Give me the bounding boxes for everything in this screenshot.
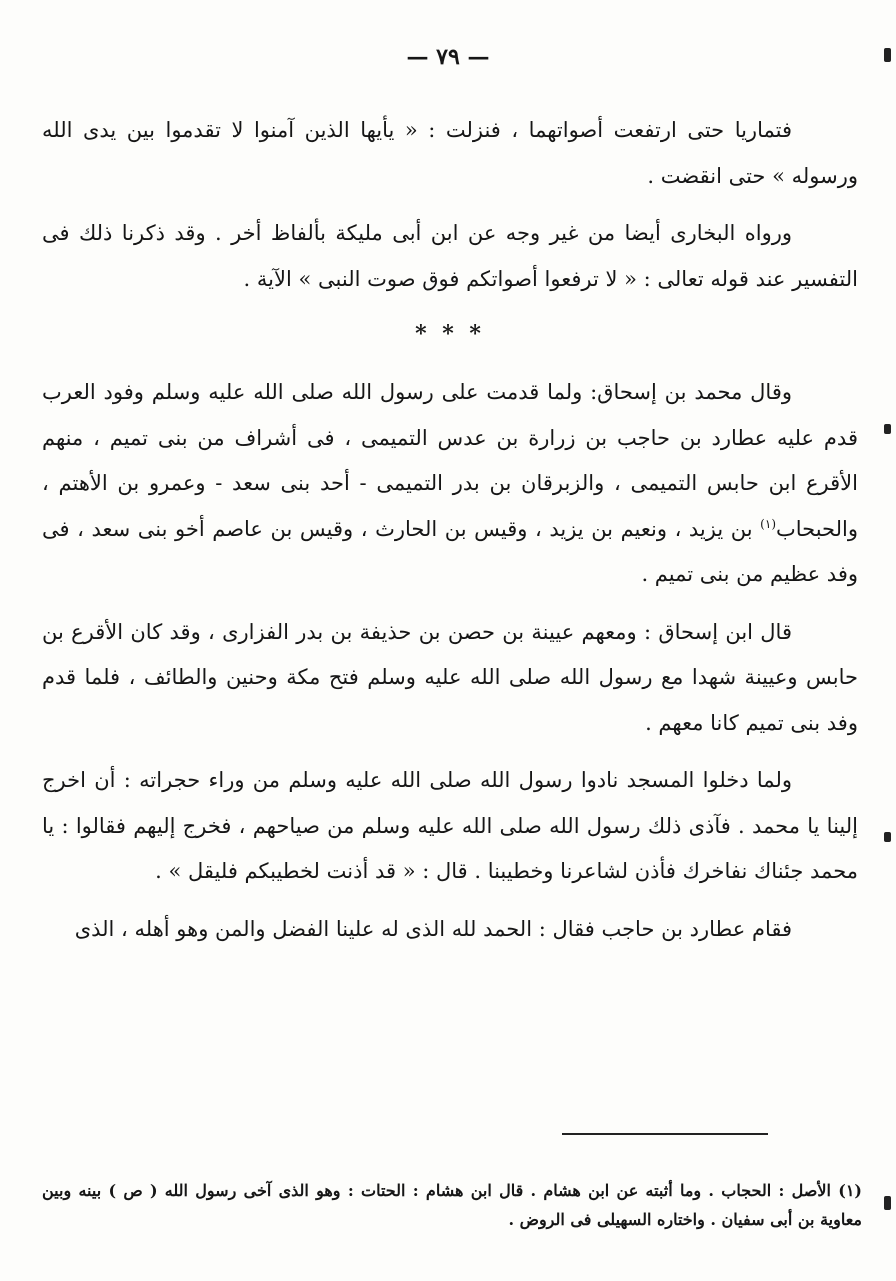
scan-edge-mark xyxy=(884,48,891,62)
footnote-divider xyxy=(562,1133,768,1135)
scan-edge-mark xyxy=(884,424,891,434)
paragraph-1: فتماريا حتى ارتفعت أصواتهما ، فنزلت : « يأيها الذين آمنوا لا تقدموا بين يدى الله ورسوله » حتى انقضت . xyxy=(42,118,858,188)
paragraph-5: ولما دخلوا المسجد نادوا رسول الله صلى الله عليه وسلم من وراء حجراته : أن اخرج إلينا يا محمد . فآذى ذلك رسول الله صلى الله عليه وسلم من صياحهم ، فخرج إليهم فقالوا : يا محمد جئناك نفاخرك فأذن لشاعرنا وخطيبنا . قال : « قد أذنت لخطيبكم فليقل » . xyxy=(42,768,858,883)
paragraph-3-part-2: بن يزيد ، ونعيم بن يزيد ، وقيس بن الحارث ، وقيس بن عاصم أخو بنى سعد ، فى وفد عظيم من بنى تميم . xyxy=(42,516,858,586)
paragraph-4: قال ابن إسحاق : ومعهم عيينة بن حصن بن حذيفة بن بدر الفزارى ، وقد كان الأقرع بن حابس وعيينة شهدا مع رسول الله صلى الله عليه وسلم فتح مكة وحنين والطائف ، فلما قدم وفد بنى تميم كانا معهم . xyxy=(42,619,858,735)
footnote-number: (١) xyxy=(838,1181,862,1200)
footnote-text: الأصل : الحجاب . وما أثبته عن ابن هشام . قال ابن هشام : الحتات : وهو الذى آخى رسول الله ( ص ) بينه وبين معاوية بن أبى سفيان . واختاره السهيلى فى الروض . xyxy=(42,1181,862,1229)
page-number: — ٧٩ — xyxy=(406,44,490,70)
main-text xyxy=(42,108,858,964)
paragraph-3-part-1: وقال محمد بن إسحاق: ولما قدمت على رسول الله صلى الله عليه وسلم وفود العرب قدم عليه عطارد بن حاجب بن زرارة بن عدس التميمى ، فى أشراف من بنى تميم ، منهم الأقرع ابن حابس التميمى ، والزبرقان بن بدر التميمى - أحد بنى سعد - وعمرو بن الأهتم ، والحبحاب xyxy=(42,380,858,541)
scan-edge-mark xyxy=(884,1196,891,1210)
section-separator: * * * xyxy=(415,321,485,347)
paragraph-2: ورواه البخارى أيضا من غير وجه عن ابن أبى مليكة بألفاظ أخر . وقد ذكرنا ذلك فى التفسير عند قوله تعالى : « لا ترفعوا أصواتكم فوق صوت النبى » الآية . xyxy=(42,221,858,291)
footnote-reference[interactable]: (١) xyxy=(760,516,776,531)
paragraph-6: فقام عطارد بن حاجب فقال : الحمد لله الذى له علينا الفضل والمن وهو أهله ، الذى xyxy=(74,916,792,941)
footnote xyxy=(42,1176,862,1234)
paragraph-3 xyxy=(42,370,858,598)
scan-edge-mark xyxy=(884,832,891,842)
